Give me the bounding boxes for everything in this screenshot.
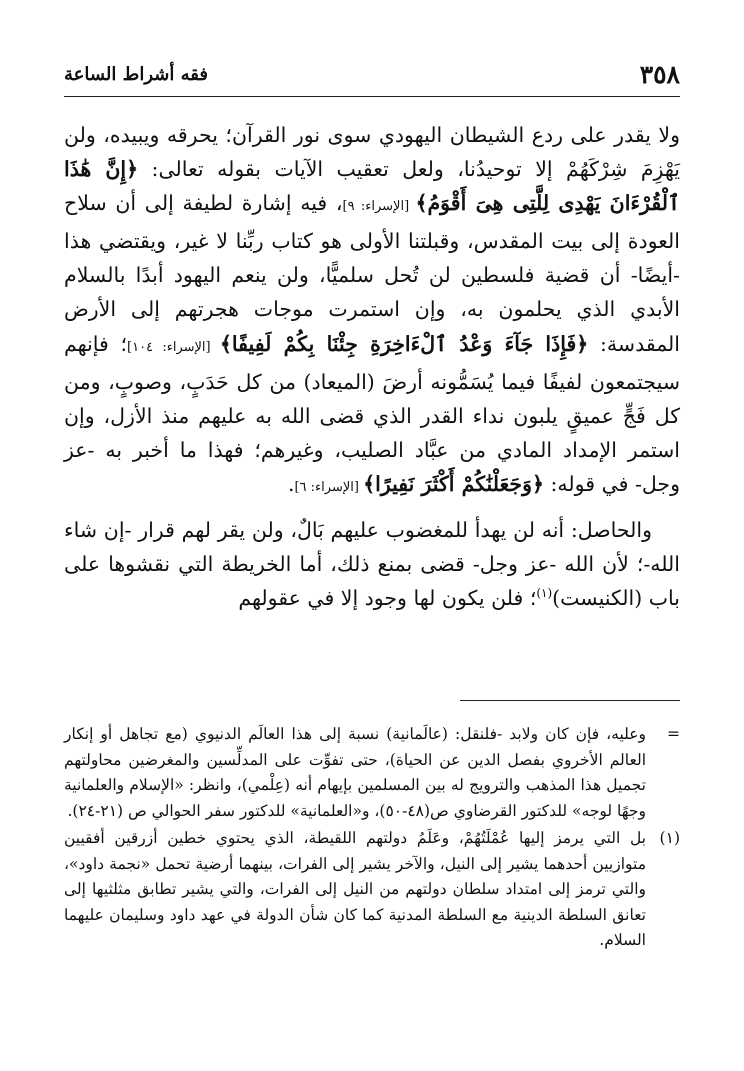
quran-verse-2: ﴿فَإِذَا جَآءَ وَعْدُ ٱلْءَاخِرَةِ جِئْنَا بِكُمْ لَفِيفًا﴾	[219, 331, 589, 356]
footnote-continued-text: وعليه، فإن كان ولابد -فلنقل: (عالَمانية) نسبة إلى هذا العالَم الدنيوي (مع تجاهل أو إنكار العالم الأخروي بفصل الدين عن الحياة)، حتى تفوِّت على المدلِّسين والمغرضين محاولتهم تجميل هذا المذهب والترويج له بين المسلمين بإيهام أنه (عِلْمي)، وانظر: «الإسلام والعلمانية وجهًا لوجه» للدكتور القرضاوي ص(٤٨-٥٠)، و«العلمانية» للدكتور سفر الحوالي ص (٢١-٢٤).	[64, 725, 646, 820]
footnotes	[64, 722, 680, 956]
quran-verse-3: ﴿وَجَعَلْنَٰكُمْ أَكْثَرَ نَفِيرًا﴾	[363, 471, 544, 496]
footnote-divider	[460, 700, 680, 701]
verse-reference-1: [الإسراء: ٩]	[342, 199, 416, 215]
running-title: فقه أشراط الساعة	[64, 64, 208, 85]
paragraph-2	[64, 513, 680, 615]
paragraph-1-text-a: ولا يقدر على ردع الشيطان اليهودي سوى نور القرآن؛ يحرقه ويبيده، ولن يَهْزِمَ شِرْكَهُمْ إلا توحيدُنا، ولعل تعقيب الآيات بقوله تعالى:	[64, 123, 680, 182]
header-divider	[64, 96, 680, 97]
footnote-continued	[64, 722, 680, 824]
verse-reference-3: [الإسراء: ٦]	[294, 479, 364, 495]
footnote-1	[64, 826, 680, 954]
paragraph-2-text-b: ؛ فلن يكون لها وجود إلا في عقولهم	[238, 586, 537, 611]
footnote-1-mark: (١)	[659, 829, 680, 847]
paragraph-1-text-b: ، فيه إشارة لطيفة إلى أن سلاح العودة إلى بيت المقدس، وقبلتنا الأولى هو كتاب ربِّنا لا غير، ويقتضي هذا -أيضًا- أن قضية فلسطين لن تُحل سلميًّا، ولن ينعم اليهود أبدًا بالسلام الأبدي الذي يحلمون به، وإن استمرت موجات هجرتهم إلى الأرض المقدسة:	[64, 191, 680, 356]
footnote-continued-mark: =	[667, 725, 680, 743]
quran-verse-1: ﴿إِنَّ هَٰذَا ٱلْقُرْءَانَ يَهْدِى لِلَّتِى هِىَ أَقْوَمُ﴾	[64, 157, 680, 216]
verse-reference-2: [الإسراء: ١٠٤]	[127, 339, 220, 355]
main-text	[64, 118, 680, 615]
paragraph-1-text-c: ؛ فإنهم سيجتمعون لفيفًا فيما يُسَمُّونه أرضَ (الميعاد) من كل حَدَبٍ، وصوبٍ، ومن كل فَجٍّ عميقٍ يلبون نداء القدر الذي قضى الله به عليهم منذ الأزل، وإن استمر الإمداد المادي من عبَّاد الصليب، وغيرهم؛ فهذا ما أخبر به -عز وجل- في قوله:	[64, 331, 680, 496]
footnote-1-text: بل التي يرمز إليها عُمْلَتُهُمْ، وعَلَمُ دولتهم اللقيطة، الذي يحتوي خطين أزرقين أفقيين متوازيين أحدهما يشير إلى النيل، والآخر يشير إلى الفرات، بينهما أرضية تحمل «نجمة داود»، والتي ترمز إلى امتداد سلطان دولتهم من النيل إلى الفرات، والتي يشير تطابق مثلثيها إلى تعانق السلطة الدينية مع السلطة المدنية كما كان شأن الدولة في عهد داود وسليمان عليهما السلام.	[64, 829, 646, 949]
paragraph-1	[64, 118, 680, 505]
footnote-reference-1[interactable]: (١)	[536, 586, 553, 601]
page-header	[64, 54, 680, 94]
paragraph-1-end: .	[287, 471, 295, 496]
page-number: ٣٥٨	[639, 60, 680, 89]
paragraph-2-text-a: والحاصل: أنه لن يهدأ للمغضوب عليهم بَالٌ، ولن يقر لهم قرار -إن شاء الله-؛ لأن الله -عز وجل- قضى بمنع ذلك، أما الخريطة التي نقشوها على باب (الكنيست)	[64, 518, 680, 611]
